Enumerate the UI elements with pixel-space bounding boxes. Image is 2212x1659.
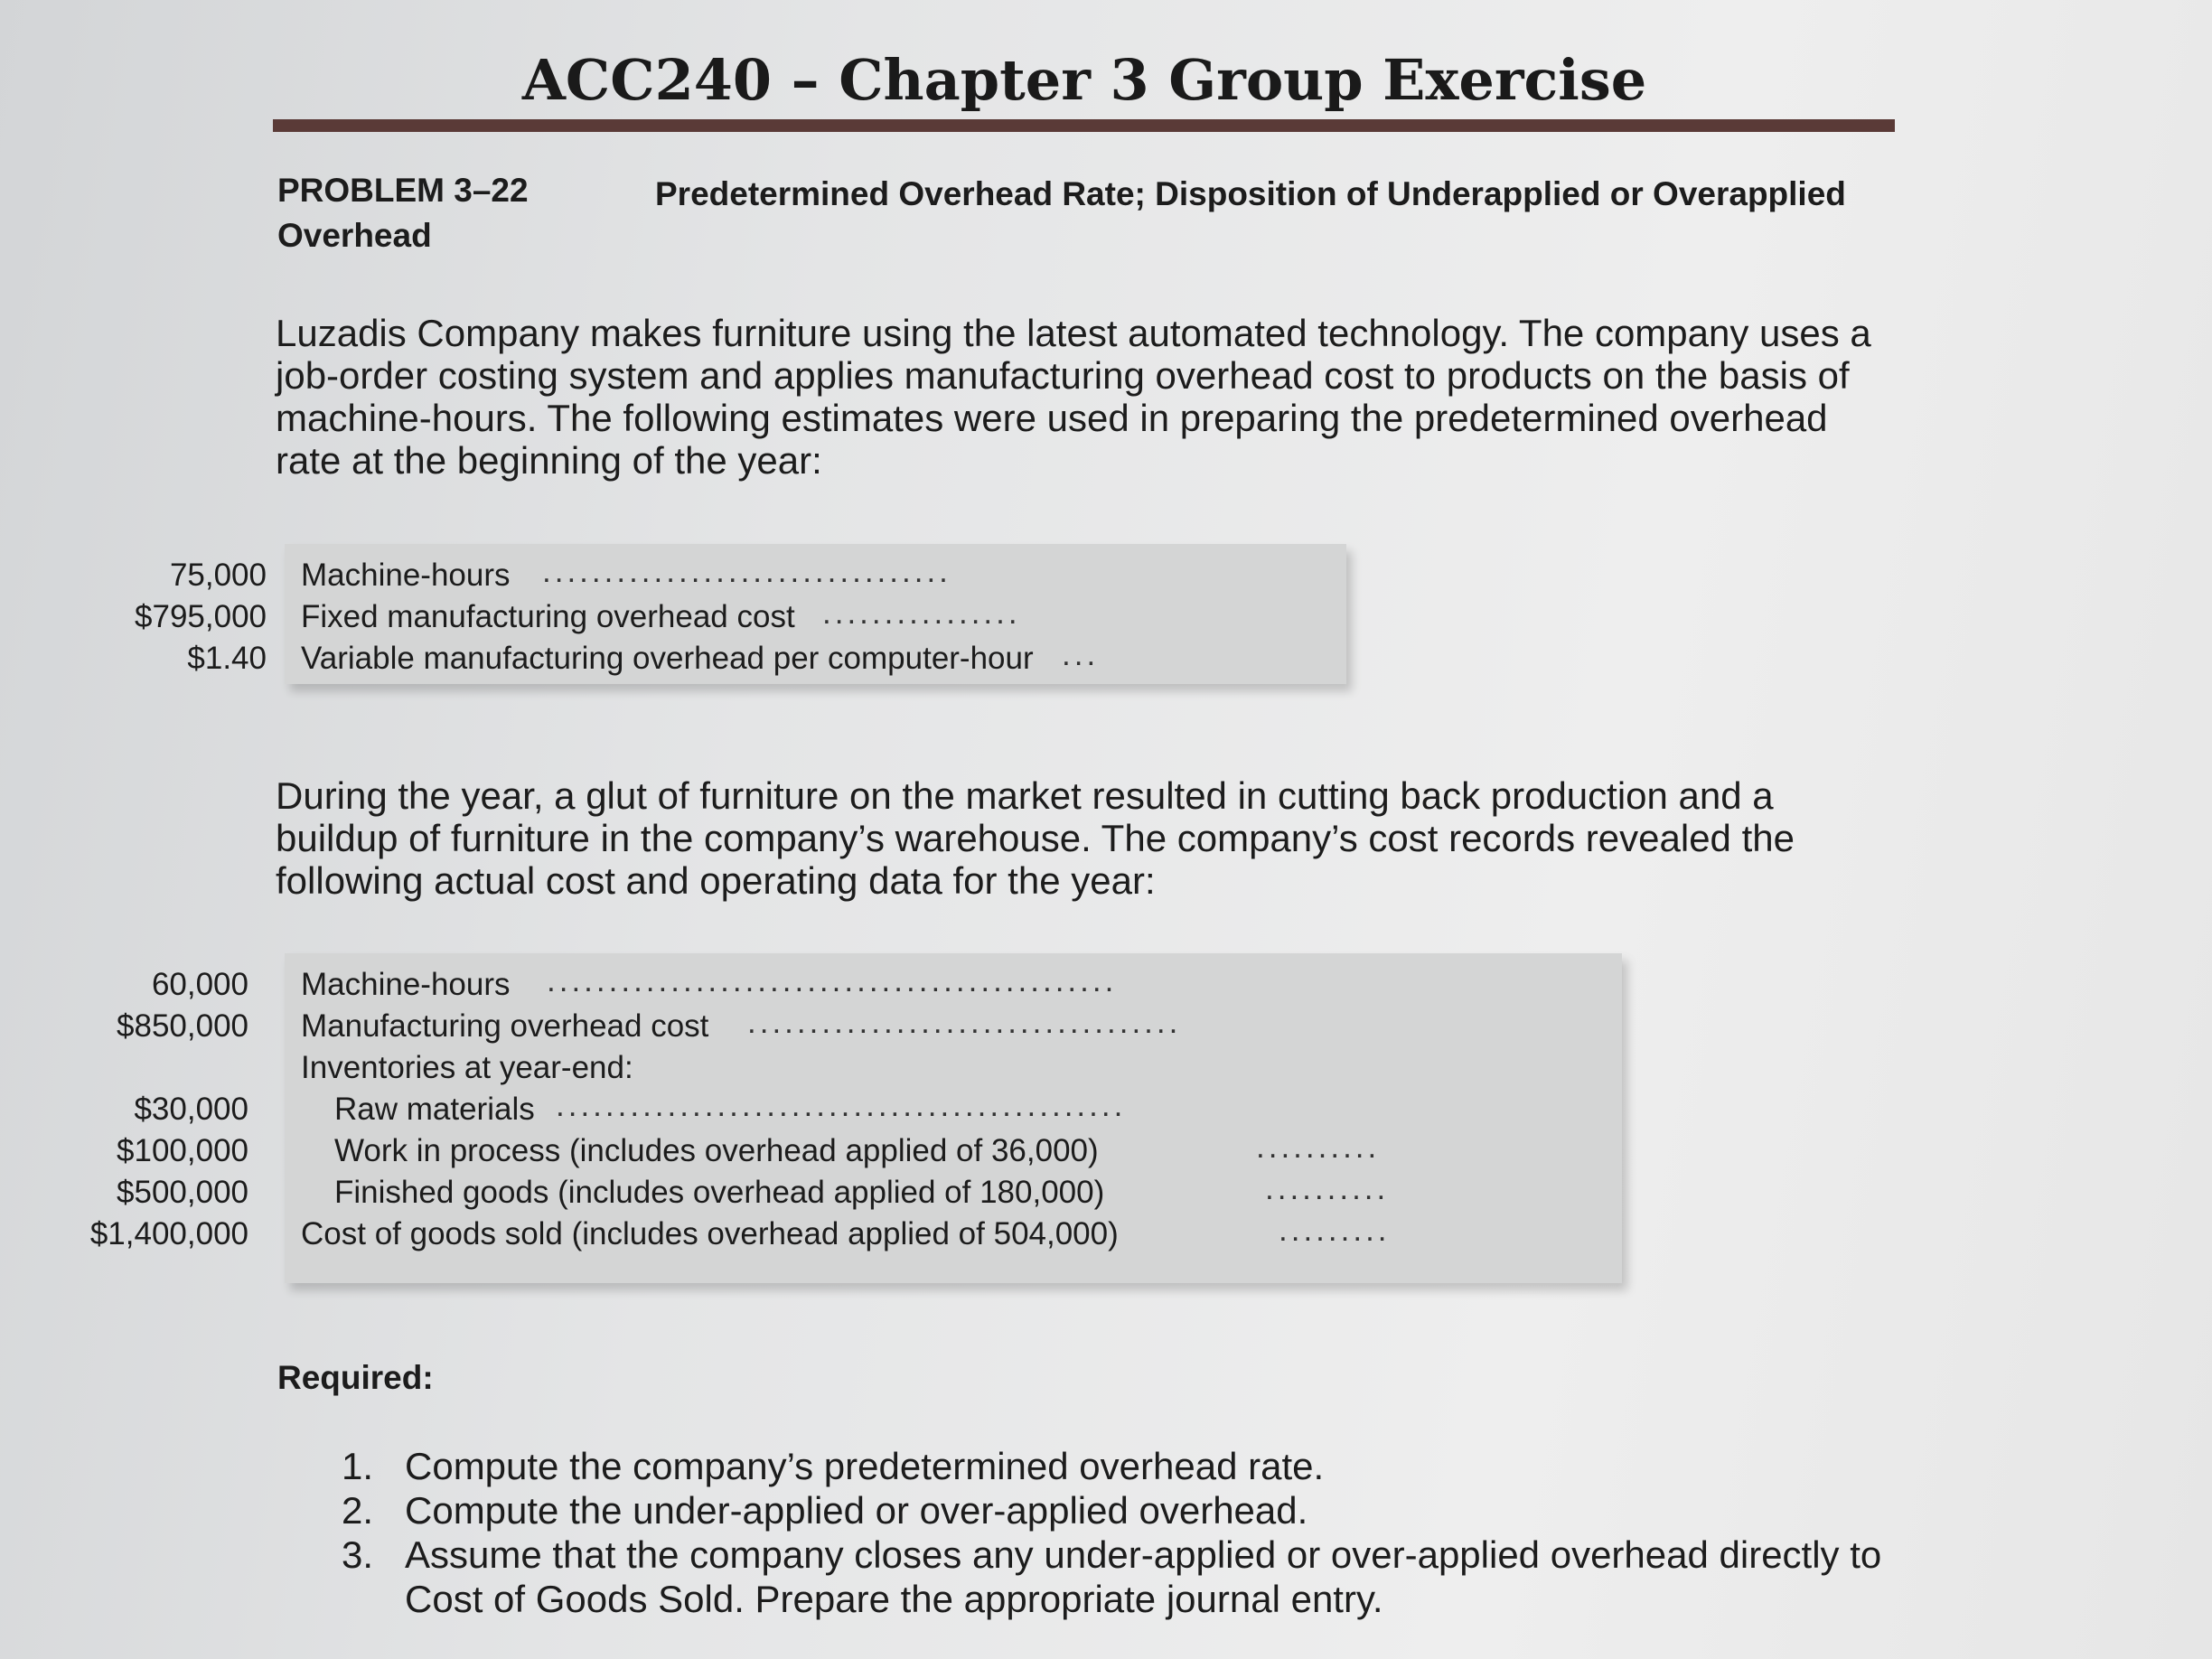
title-rule <box>273 119 1895 132</box>
actuals-table <box>89 953 1622 1283</box>
actual-label: Inventories at year-end: <box>301 1050 633 1085</box>
estimates-table <box>135 544 1346 684</box>
intro-paragraph: Luzadis Company makes furniture using the latest automated technology. The company uses a job-order costing system and applies manufacturing overhead cost to products on the basis of machine-hours. The following estimates were used in preparing the predetermined overhead rate at the beginning of the year: <box>276 312 1871 482</box>
problem-number: PROBLEM 3–22 <box>277 172 529 209</box>
actual-value: $100,000 <box>117 1133 248 1168</box>
actual-label: Raw materials <box>334 1092 535 1127</box>
dot-leader: .......... <box>1265 1171 1390 1206</box>
estimate-label: Variable manufacturing overhead per computer-hour <box>301 641 1034 676</box>
list-text: Assume that the company closes any under-applied or over-applied overhead directly to Cost of Goods Sold. Prepare the appropriate journal entry. <box>405 1533 1882 1620</box>
actual-value: $1,400,000 <box>89 1216 248 1251</box>
actual-value: $500,000 <box>117 1175 248 1210</box>
dot-leader: ... <box>1062 637 1100 672</box>
dot-leader: .............................................. <box>547 963 1118 998</box>
problem-title: Predetermined Overhead Rate; Disposition of Underapplied or Overapplied <box>655 175 1846 212</box>
estimate-label: Machine-hours <box>301 558 511 593</box>
dot-leader: .............................................. <box>556 1088 1127 1123</box>
required-list <box>342 1444 1896 1621</box>
list-number: 2. <box>342 1489 374 1532</box>
actual-value: $850,000 <box>117 1008 248 1044</box>
page-title: ACC240 – Chapter 3 Group Exercise <box>521 47 1647 113</box>
estimate-value: 75,000 <box>169 558 267 593</box>
dot-leader: ................ <box>822 595 1021 631</box>
actual-label: Machine-hours <box>301 967 511 1002</box>
required-heading: Required: <box>277 1359 434 1396</box>
actual-label: Cost of goods sold (includes overhead applied of 504,000) <box>301 1216 1119 1251</box>
list-item <box>342 1488 1896 1532</box>
problem-title-continued: Overhead <box>277 217 432 254</box>
actual-label: Work in process (includes overhead applied of 36,000) <box>334 1133 1099 1168</box>
dot-leader: ................................... <box>747 1005 1182 1040</box>
actual-value: 60,000 <box>151 967 248 1002</box>
actual-label: Finished goods (includes overhead applied of 180,000) <box>334 1175 1105 1210</box>
list-item <box>342 1532 1896 1621</box>
dot-leader: ......... <box>1279 1213 1391 1248</box>
list-text: Compute the under-applied or over-applied overhead. <box>405 1489 1308 1532</box>
list-text: Compute the company’s predetermined overhead rate. <box>405 1445 1325 1487</box>
estimate-value: $795,000 <box>135 599 267 634</box>
dot-leader: ................................. <box>542 554 951 589</box>
estimate-value: $1.40 <box>187 641 267 676</box>
actual-value: $30,000 <box>134 1092 248 1127</box>
middle-paragraph: During the year, a glut of furniture on the market resulted in cutting back production and a buildup of furniture in the company’s warehouse. The company’s cost records revealed the following actual cost and operating data for the year: <box>276 774 1795 902</box>
list-item <box>342 1444 1896 1488</box>
list-number: 1. <box>342 1445 374 1487</box>
dot-leader: .......... <box>1256 1129 1381 1165</box>
estimate-label: Fixed manufacturing overhead cost <box>301 599 795 634</box>
actual-label: Manufacturing overhead cost <box>301 1008 709 1044</box>
list-number: 3. <box>342 1533 374 1576</box>
